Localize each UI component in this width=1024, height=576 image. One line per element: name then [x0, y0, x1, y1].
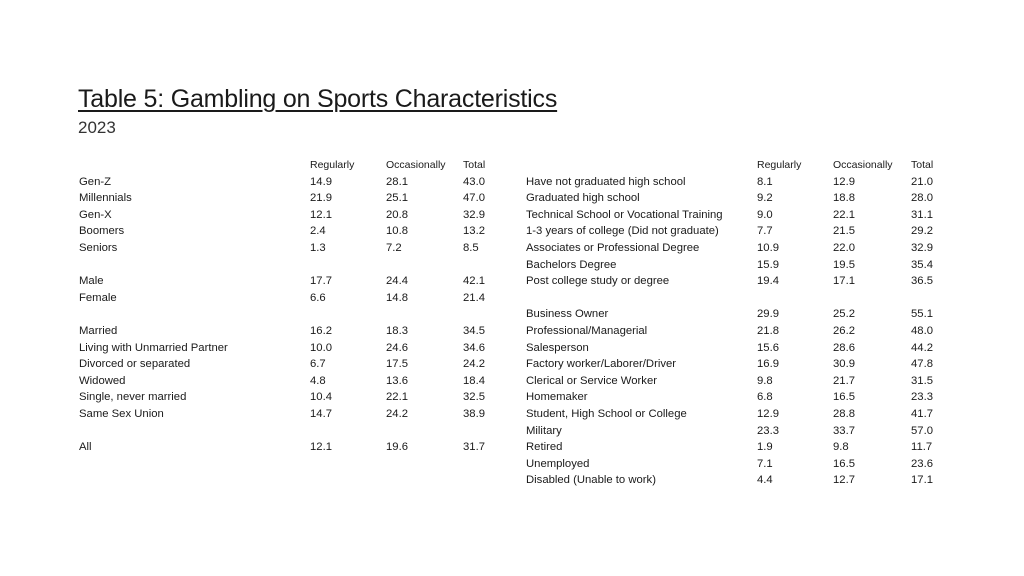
table-row-generation	[79, 174, 499, 191]
column-header-total: Total	[911, 159, 934, 171]
occasionally-value: 7.2	[386, 241, 402, 254]
row-label: Living with Unmarried Partner	[79, 341, 228, 354]
row-label: 1-3 years of college (Did not graduate)	[526, 225, 719, 238]
total-value: 34.6	[463, 341, 485, 354]
row-label: Gen-X	[79, 208, 112, 221]
occasionally-value: 22.0	[833, 241, 855, 254]
occasionally-value: 10.8	[386, 225, 408, 238]
total-value: 36.5	[911, 275, 933, 288]
total-value: 11.7	[911, 441, 933, 454]
total-value: 31.7	[463, 441, 485, 454]
table-row-generation	[79, 223, 499, 240]
table-row-education	[526, 174, 946, 191]
regularly-value: 23.3	[757, 424, 779, 437]
row-label: Boomers	[79, 225, 125, 238]
table-row-occupation	[526, 340, 946, 357]
table-row-occupation	[526, 423, 946, 440]
row-label: Have not graduated high school	[526, 175, 686, 188]
table-row-education	[526, 207, 946, 224]
total-value: 13.2	[463, 225, 485, 238]
occasionally-value: 30.9	[833, 358, 855, 371]
row-label: Homemaker	[526, 391, 588, 404]
total-value: 21.0	[911, 175, 933, 188]
regularly-value: 15.6	[757, 341, 779, 354]
table-row-occupation	[526, 323, 946, 340]
table-row-gender	[79, 290, 499, 307]
table-row-occupation	[526, 373, 946, 390]
total-value: 21.4	[463, 291, 485, 304]
row-label: Graduated high school	[526, 192, 640, 205]
row-label: Retired	[526, 441, 563, 454]
group-spacer	[79, 306, 499, 323]
row-label: Single, never married	[79, 391, 187, 404]
regularly-value: 8.1	[757, 175, 773, 188]
total-value: 43.0	[463, 175, 485, 188]
occasionally-value: 22.1	[386, 391, 408, 404]
occasionally-value: 24.6	[386, 341, 408, 354]
total-value: 38.9	[463, 407, 485, 420]
occasionally-value: 20.8	[386, 208, 408, 221]
row-label: Factory worker/Laborer/Driver	[526, 358, 677, 371]
regularly-value: 1.9	[757, 441, 773, 454]
table-row-marital-status	[79, 389, 499, 406]
demographics-table	[79, 157, 499, 456]
total-value: 17.1	[911, 474, 933, 487]
total-value: 23.3	[911, 391, 933, 404]
occasionally-value: 17.5	[386, 358, 408, 371]
row-label: Same Sex Union	[79, 407, 164, 420]
column-header-row	[79, 157, 499, 174]
occasionally-value: 25.2	[833, 308, 855, 321]
row-label: Widowed	[79, 374, 126, 387]
table-row-marital-status	[79, 373, 499, 390]
occasionally-value: 21.7	[833, 374, 855, 387]
table-row-occupation	[526, 472, 946, 489]
column-header-total: Total	[463, 159, 486, 171]
row-label: All	[79, 441, 92, 454]
regularly-value: 6.6	[310, 291, 326, 304]
regularly-value: 6.8	[757, 391, 773, 404]
total-value: 44.2	[911, 341, 933, 354]
regularly-value: 29.9	[757, 308, 779, 321]
row-label: Business Owner	[526, 308, 609, 321]
total-value: 34.5	[463, 324, 485, 337]
occasionally-value: 28.8	[833, 407, 855, 420]
regularly-value: 9.2	[757, 192, 773, 205]
table-row-generation	[79, 240, 499, 257]
table-row-all	[79, 439, 499, 456]
occasionally-value: 19.5	[833, 258, 855, 271]
occasionally-value: 18.3	[386, 324, 408, 337]
regularly-value: 9.8	[757, 374, 773, 387]
row-label: Bachelors Degree	[526, 258, 617, 271]
regularly-value: 10.9	[757, 241, 779, 254]
occasionally-value: 9.8	[833, 441, 849, 454]
regularly-value: 19.4	[757, 275, 779, 288]
table-row-education	[526, 240, 946, 257]
regularly-value: 10.0	[310, 341, 332, 354]
row-label: Disabled (Unable to work)	[526, 474, 656, 487]
table-row-gender	[79, 273, 499, 290]
total-value: 57.0	[911, 424, 933, 437]
table-row-marital-status	[79, 356, 499, 373]
occasionally-value: 26.2	[833, 324, 855, 337]
row-label: Post college study or degree	[526, 275, 670, 288]
regularly-value: 9.0	[757, 208, 773, 221]
regularly-value: 17.7	[310, 275, 332, 288]
regularly-value: 12.1	[310, 208, 332, 221]
row-label: Male	[79, 275, 104, 288]
group-spacer	[526, 290, 946, 307]
column-header-regularly: Regularly	[757, 159, 802, 171]
occasionally-value: 16.5	[833, 457, 855, 470]
occasionally-value: 18.8	[833, 192, 855, 205]
regularly-value: 21.9	[310, 192, 332, 205]
row-label: Millennials	[79, 192, 132, 205]
total-value: 8.5	[463, 241, 479, 254]
row-label: Married	[79, 324, 118, 337]
regularly-value: 12.9	[757, 407, 779, 420]
column-header-regularly: Regularly	[310, 159, 355, 171]
row-label: Unemployed	[526, 457, 590, 470]
occasionally-value: 12.9	[833, 175, 855, 188]
occasionally-value: 28.6	[833, 341, 855, 354]
row-label: Salesperson	[526, 341, 589, 354]
regularly-value: 6.7	[310, 358, 326, 371]
table-row-occupation	[526, 439, 946, 456]
occasionally-value: 24.4	[386, 275, 408, 288]
total-value: 41.7	[911, 407, 933, 420]
table-row-education	[526, 190, 946, 207]
table-row-generation	[79, 190, 499, 207]
occasionally-value: 28.1	[386, 175, 408, 188]
total-value: 32.9	[463, 208, 485, 221]
regularly-value: 16.9	[757, 358, 779, 371]
occasionally-value: 13.6	[386, 374, 408, 387]
total-value: 32.9	[911, 241, 933, 254]
column-header-row	[526, 157, 946, 174]
table-row-marital-status	[79, 323, 499, 340]
row-label: Divorced or separated	[79, 358, 191, 371]
total-value: 23.6	[911, 457, 933, 470]
occasionally-value: 14.8	[386, 291, 408, 304]
table-row-occupation	[526, 406, 946, 423]
table-row-marital-status	[79, 340, 499, 357]
table-row-education	[526, 223, 946, 240]
row-label: Clerical or Service Worker	[526, 374, 657, 387]
occasionally-value: 33.7	[833, 424, 855, 437]
total-value: 18.4	[463, 374, 485, 387]
row-label: Seniors	[79, 241, 118, 254]
total-value: 29.2	[911, 225, 933, 238]
regularly-value: 7.1	[757, 457, 773, 470]
regularly-value: 10.4	[310, 391, 332, 404]
regularly-value: 1.3	[310, 241, 326, 254]
regularly-value: 15.9	[757, 258, 779, 271]
regularly-value: 12.1	[310, 441, 332, 454]
page-subtitle-year: 2023	[78, 118, 116, 137]
total-value: 55.1	[911, 308, 933, 321]
occasionally-value: 24.2	[386, 407, 408, 420]
total-value: 31.1	[911, 208, 933, 221]
column-header-occasionally: Occasionally	[833, 159, 893, 171]
table-row-occupation	[526, 306, 946, 323]
regularly-value: 7.7	[757, 225, 773, 238]
total-value: 47.8	[911, 358, 933, 371]
row-label: Professional/Managerial	[526, 324, 648, 337]
table-row-marital-status	[79, 406, 499, 423]
occasionally-value: 19.6	[386, 441, 408, 454]
regularly-value: 2.4	[310, 225, 326, 238]
table-row-generation	[79, 207, 499, 224]
table-row-education	[526, 273, 946, 290]
row-label: Military	[526, 424, 562, 437]
occasionally-value: 16.5	[833, 391, 855, 404]
group-spacer	[79, 257, 499, 274]
education-occupation-table	[526, 157, 946, 489]
total-value: 48.0	[911, 324, 933, 337]
row-label: Technical School or Vocational Training	[526, 208, 723, 221]
row-label: Student, High School or College	[526, 407, 687, 420]
total-value: 42.1	[463, 275, 485, 288]
total-value: 35.4	[911, 258, 933, 271]
table-row-occupation	[526, 389, 946, 406]
occasionally-value: 12.7	[833, 474, 855, 487]
occasionally-value: 25.1	[386, 192, 408, 205]
total-value: 28.0	[911, 192, 933, 205]
regularly-value: 4.4	[757, 474, 773, 487]
total-value: 32.5	[463, 391, 485, 404]
group-spacer	[79, 423, 499, 440]
table-row-occupation	[526, 456, 946, 473]
row-label: Gen-Z	[79, 175, 112, 188]
occasionally-value: 21.5	[833, 225, 855, 238]
regularly-value: 16.2	[310, 324, 332, 337]
table-row-education	[526, 257, 946, 274]
regularly-value: 4.8	[310, 374, 326, 387]
row-label: Associates or Professional Degree	[526, 241, 700, 254]
row-label: Female	[79, 291, 117, 304]
total-value: 31.5	[911, 374, 933, 387]
total-value: 24.2	[463, 358, 485, 371]
column-header-occasionally: Occasionally	[386, 159, 446, 171]
total-value: 47.0	[463, 192, 485, 205]
table-row-occupation	[526, 356, 946, 373]
occasionally-value: 22.1	[833, 208, 855, 221]
regularly-value: 21.8	[757, 324, 779, 337]
page-title: Table 5: Gambling on Sports Characteristics	[78, 85, 558, 113]
occasionally-value: 17.1	[833, 275, 855, 288]
regularly-value: 14.7	[310, 407, 332, 420]
regularly-value: 14.9	[310, 175, 332, 188]
